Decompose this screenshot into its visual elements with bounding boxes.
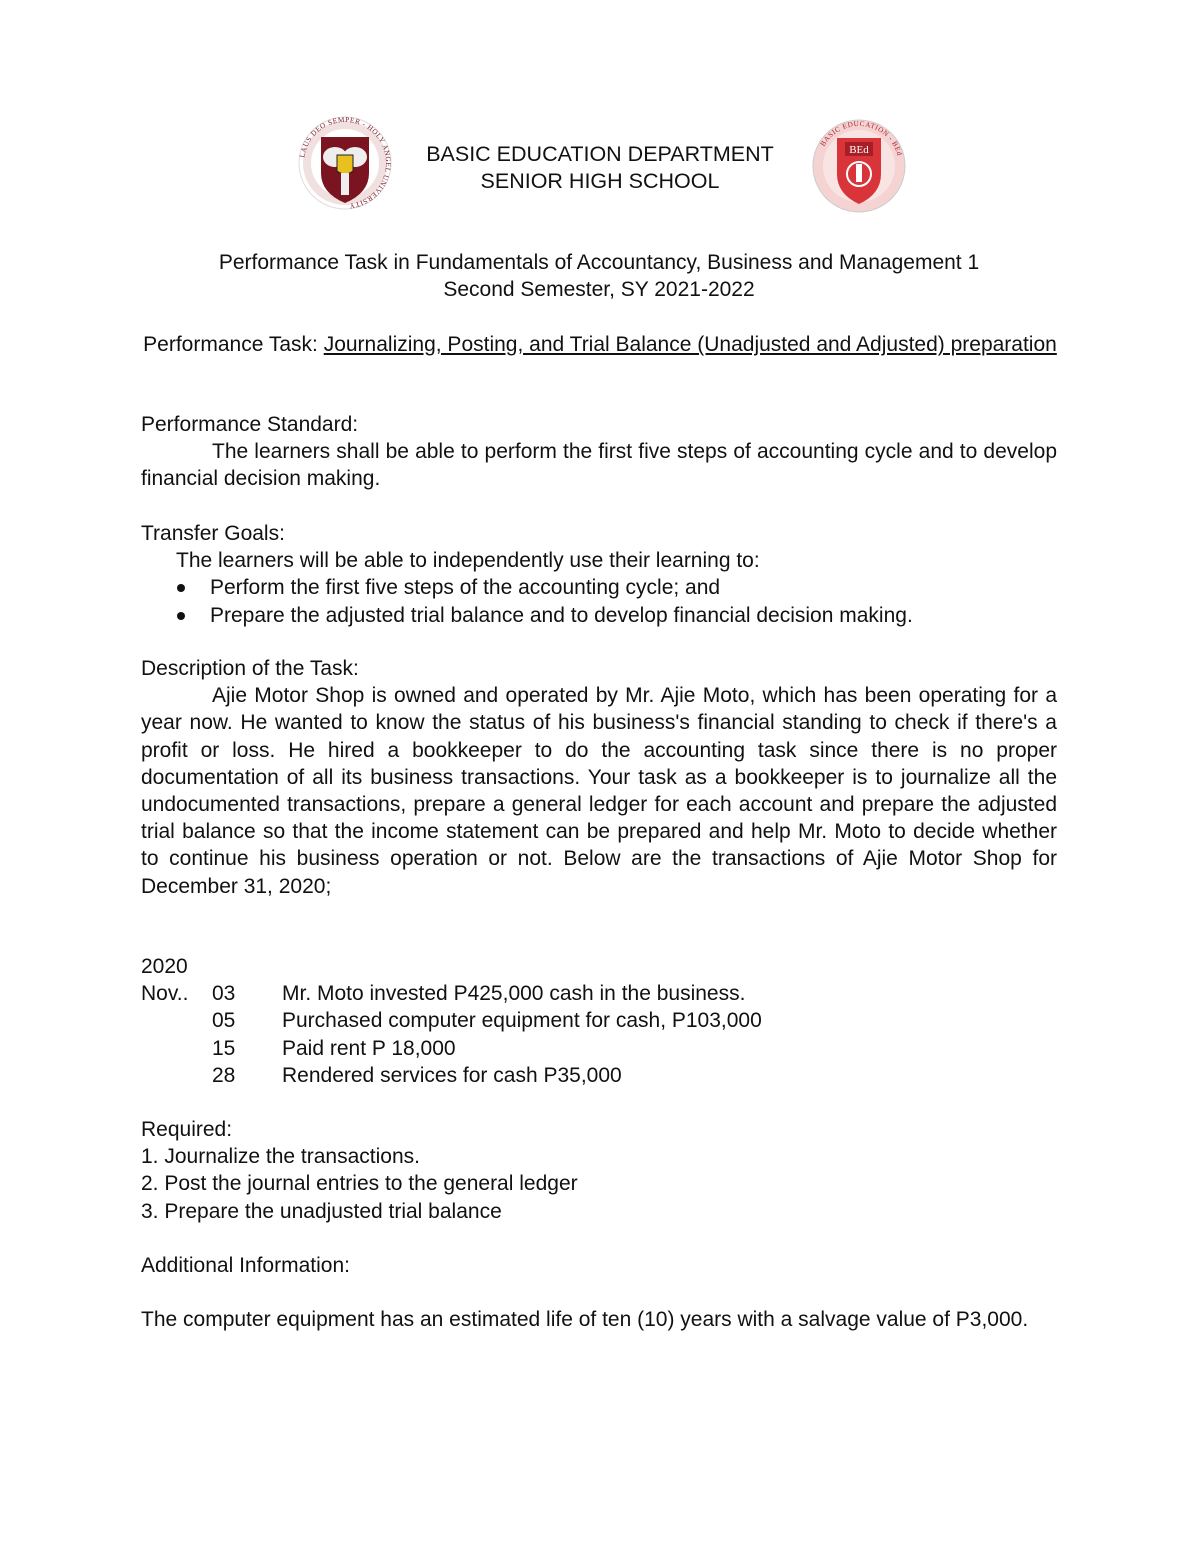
transaction-text: Rendered services for cash P35,000: [282, 1063, 622, 1087]
standard-text: The learners shall be able to perform the first five steps of accounting cycle and to develop financial decision making.: [141, 440, 1057, 491]
list-item: 1. Journalize the transactions.: [141, 1145, 420, 1169]
table-row: [141, 1035, 1057, 1062]
subject-title: Performance Task in Fundamentals of Accountancy, Business and Management 1: [218, 251, 980, 274]
transaction-year: 2020: [141, 955, 188, 978]
task-title: [120, 331, 1080, 358]
transactions: [141, 953, 1057, 1089]
transaction-text: Mr. Moto invested P425,000 cash in the business.: [282, 982, 746, 1006]
table-row: [141, 1062, 1057, 1089]
transfer-heading: Transfer Goals:: [141, 522, 285, 545]
document-title: [141, 249, 1057, 303]
standard-heading: Performance Standard:: [141, 413, 359, 436]
department-name: BASIC EDUCATION DEPARTMENT: [426, 142, 774, 166]
transfer-intro: The learners will be able to independently use their learning to:: [176, 549, 760, 573]
required-heading: Required:: [141, 1118, 233, 1141]
school-name: SENIOR HIGH SCHOOL: [480, 169, 720, 194]
additional-information: [141, 1252, 1057, 1333]
transaction-day: 05: [212, 1009, 236, 1033]
required: [141, 1116, 1057, 1225]
additional-text: The computer equipment has an estimated life of ten (10) years with a salvage value of P3,000.: [141, 1308, 1029, 1332]
task-label: Performance Task:: [143, 333, 324, 356]
transaction-day: 28: [212, 1063, 236, 1087]
left-seal-text: LAUS DEO SEMPER - HOLY ANGEL UNIVERSITY: [298, 115, 393, 210]
description-text: Ajie Motor Shop is owned and operated by Mr. Ajie Moto, which has been operating for a year now. He wanted to know the status of his business's financial standing to check if there's a profit or loss. He hired a bookkeeper to do the accounting task since there is no proper documentation of all its business transactions. Your task as a bookkeeper is to journalize all the undocumented transactions, prepare a general ledger for each account and prepare the adjusted trial balance so that the income statement can be prepared and help Mr. Moto to decide whether to continue his business operation or not. Below are the transactions of Ajie Motor Shop for December 31, 2020;: [141, 684, 1057, 898]
department-header: [400, 141, 800, 195]
list-item: 3. Prepare the unadjusted trial balance: [141, 1199, 502, 1223]
list-item: Perform the first five steps of the accounting cycle; and: [141, 574, 1057, 601]
right-seal-text: BASIC EDUCATION - BEd: [818, 119, 904, 157]
list-item: Prepare the adjusted trial balance and to develop financial decision making.: [141, 602, 1057, 629]
basic-education-seal-logo: [811, 118, 907, 214]
transaction-month: Nov..: [141, 982, 189, 1006]
transfer-goals: [141, 520, 1057, 629]
description-heading: Description of the Task:: [141, 657, 359, 680]
table-row: [141, 980, 1057, 1007]
transfer-goal-list: [141, 574, 1057, 628]
task-description: [141, 655, 1057, 900]
holy-angel-university-seal-logo: [297, 115, 393, 211]
additional-heading: Additional Information:: [141, 1254, 350, 1277]
transaction-text: Purchased computer equipment for cash, P103,000: [282, 1009, 762, 1033]
table-row: [141, 1007, 1057, 1034]
transaction-text: Paid rent P 18,000: [282, 1036, 456, 1060]
svg-text:BEd: BEd: [849, 144, 869, 156]
task-name: Journalizing, Posting, and Trial Balance (Unadjusted and Adjusted) preparation: [323, 333, 1057, 356]
performance-standard: [141, 411, 1057, 493]
transaction-day: 03: [212, 982, 236, 1006]
transaction-day: 15: [212, 1036, 236, 1060]
semester: Second Semester, SY 2021-2022: [443, 278, 755, 302]
list-item: 2. Post the journal entries to the general ledger: [141, 1172, 578, 1196]
